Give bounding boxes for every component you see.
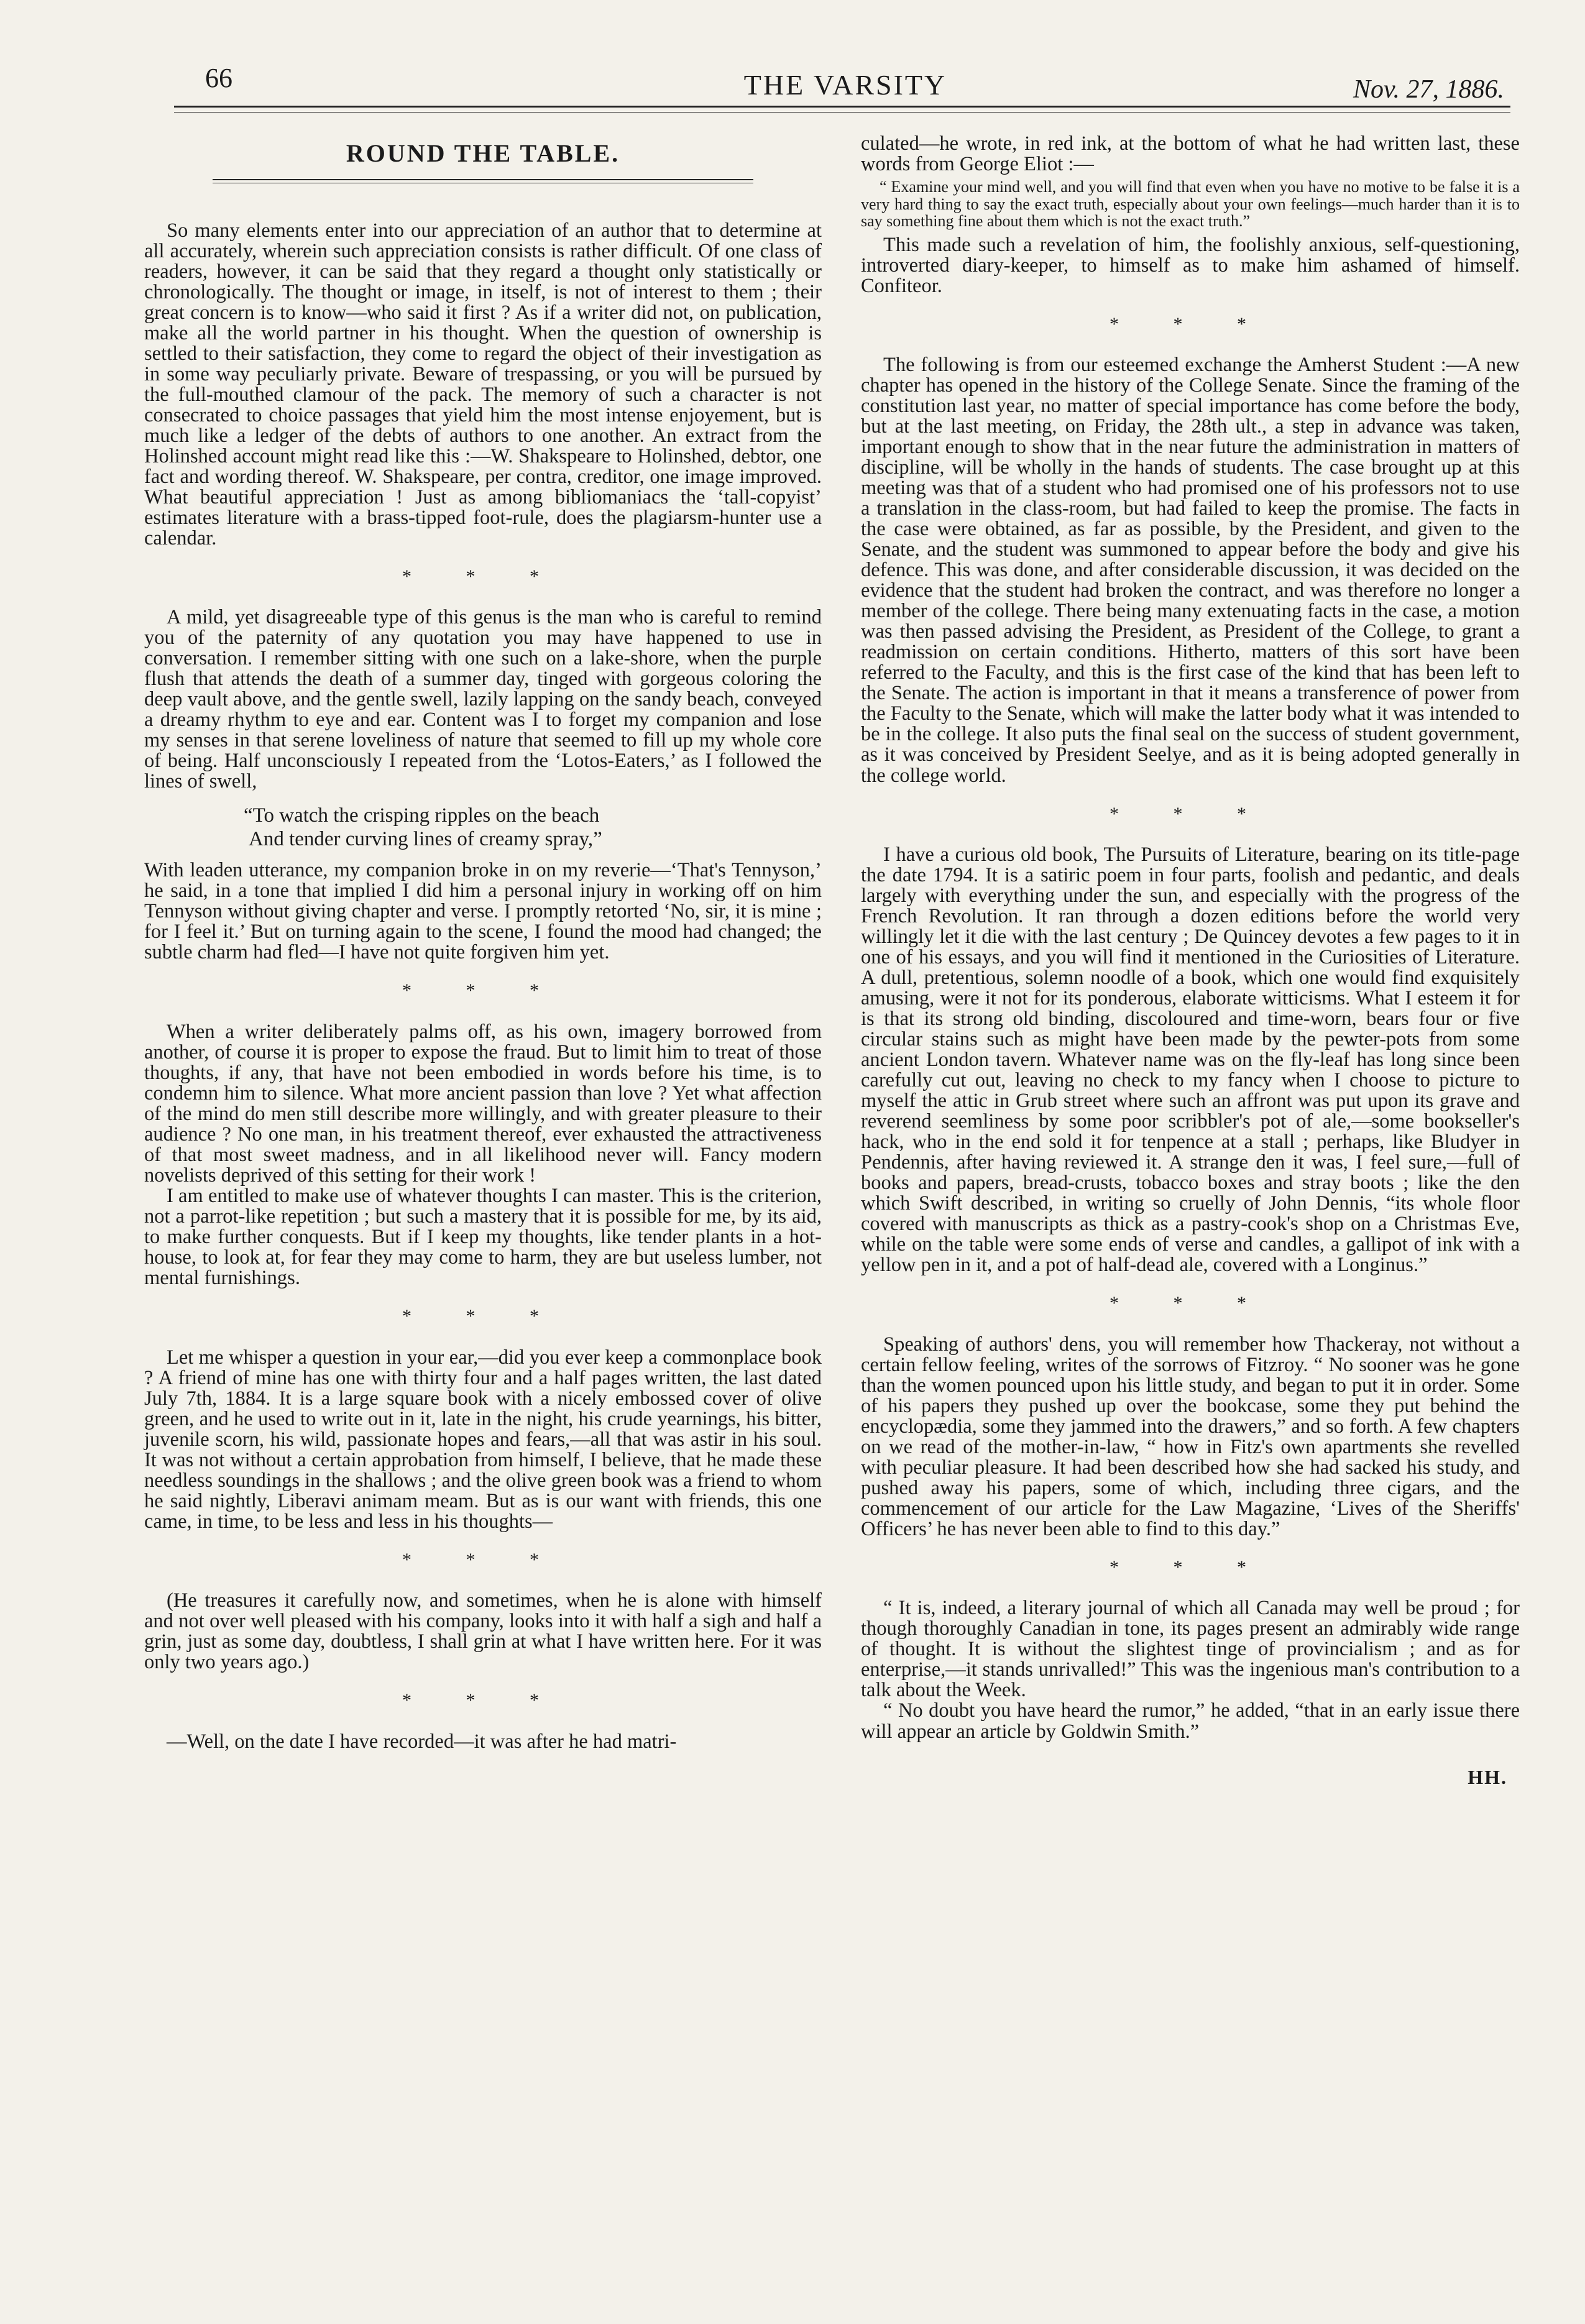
author-signature: HH. — [1468, 1765, 1507, 1788]
header-rule-thin — [174, 112, 1510, 113]
paragraph: This made such a revelation of him, the foolishly anxious, self-questioning, introverted diary-keeper, to himself as to make him ashamed of himself. Confiteor. — [861, 233, 1520, 297]
section-divider: * * * — [1110, 803, 1271, 824]
paragraph: The following is from our esteemed exchange the Amherst Student :—A new chapter has opened in the history of the College Senate. Since the framing of the constitution last year, no matter of special importance has come before the body, but at the last meeting, on Friday, the 28th ult., a step in advance was taken, important enough to show that in the near future the administration in matters of discipline, will be wholly in the hands of students. The case brought up at this meeting was that of a student who had promised one of his professors not to use a translation in the class-room, but had failed to keep the promise. The facts in the case were obtained, as far as possible, by the President, and given to the Senate, and the student was summoned to appear before the body and give his defence. This was done, and after considerable discussion, it was decided on the evidence that the student had broken the contract, and was therefore no longer a member of the college. There being many extenuating facts in the case, a motion was then passed advising the President, as President of the College, to grant a readmission on certain conditions. Hitherto, matters of this sort have been referred to the Faculty, and this is the first case of the kind that has been left to the Senate. The action is important in that it means a transference of power from the Faculty to the Senate, which will make the latter body what it was intended to be in the college. It also puts the final seal on the success of student government, as it was conceived by President Seelye, and as it is being adopted generally in the college world. — [861, 354, 1520, 787]
paragraph: “ No doubt you have heard the rumor,” he added, “that in an early issue there will appear an article by Goldwin Smith.” — [861, 1699, 1520, 1743]
paragraph: (He treasures it carefully now, and sometimes, when he is alone with himself and not over well pleased with his company, looks into it with half a sigh and half a grin, just as some day, doubtless, I shall grin at what I have written here. For it was only two years ago.) — [144, 1589, 822, 1674]
left-column — [144, 134, 822, 1752]
block-quote: “ Examine your mind well, and you will find that even when you have no motive to be false it is a very hard thing to say the exact truth, especially about your own feelings—much harder than it is to say something fine about them which is not the exact truth.” — [861, 178, 1520, 231]
section-divider: * * * — [1110, 1556, 1271, 1578]
paragraph: So many elements enter into our appreciation of an author that to determine at all accurately, wherein such appreciation consists is rather difficult. Of one class of readers, however, it can be said that they regard a thought only statistically or chronologically. The thought or image, in itself, is not of interest to them ; their great concern is to know—who said it first ? As if a writer did not, on publication, make all the world partner in his thought. When the question of ownership is settled to their satisfaction, they come to regard the object of their investigation as in some way peculiarly private. Beware of trespassing, or you will be pursued by the full-mouthed clamour of the pack. The memory of such a character is not consecrated to choice passages that yield him the most intense enjoyement, but is much like a ledger of the debts of authors to one another. An extract from the Holinshed account might read like this :—W. Shakspeare to Holinshed, debtor, one fact and wording thereof. W. Shakspeare, per contra, creditor, one image improved. What beautiful appreciation ! Just as among bibliomaniacs the ‘tall-copyist’ estimates literature with a brass-tipped foot-rule, does the plagiarsm-hunter use a calendar. — [144, 219, 822, 549]
section-divider: * * * — [402, 980, 564, 1001]
paragraph: culated—he wrote, in red ink, at the bottom of what he had written last, these words from George Eliot :— — [861, 132, 1520, 176]
section-divider: * * * — [402, 1306, 564, 1327]
paragraph: I am entitled to make use of whatever thoughts I can master. This is the criterion, not a parrot-like repetition ; but such a mastery that it is possible for me, by its aid, to make further conquests. But if I keep my thoughts, like tender plants in a hot-house, to look at, for fear they may come to harm, they are but useless lumber, not mental furnishings. — [144, 1185, 822, 1290]
title-rule — [213, 179, 753, 180]
page-number: 66 — [205, 63, 232, 93]
verse-quote — [244, 804, 822, 852]
page-header — [180, 62, 1510, 112]
section-divider: * * * — [1110, 313, 1271, 334]
paragraph: When a writer deliberately palms off, as his own, imagery borrowed from another, of course it is proper to expose the fraud. But to limit him to treat of those thoughts, if any, that have not been embodied in words before his time, is to condemn him to silence. What more ancient passion than love ? Yet what affection of the mind do men still describe more willingly, and with greater pleasure to their audience ? No one man, in his treatment thereof, ever exhausted the attractiveness of that most sweet madness, and in all likelihood never will. Fancy modern novelists deprived of this setting for their work ! — [144, 1020, 822, 1187]
paragraph: A mild, yet disagreeable type of this genus is the man who is careful to remind you of the paternity of any quotation you may have happened to use in conversation. I remember sitting with one such on a lake-shore, when the purple flush that attends the death of a summer day, tinged with gorgeous coloring the deep vault above, and the gentle swell, lazily lapping on the sandy beach, conveyed a dreamy rhythm to eye and ear. Content was I to forget my companion and lose my senses in that serene loveliness of nature that seemed to fill up my whole core of being. Half unconsciously I repeated from the ‘Lotos-Eaters,’ as I followed the lines of swell, — [144, 606, 822, 793]
verse-line: And tender curving lines of creamy spray,” — [249, 828, 602, 851]
verse-line: “To watch the crisping ripples on the beach — [244, 804, 600, 827]
section-divider: * * * — [1110, 1293, 1271, 1314]
paragraph: “ It is, indeed, a literary journal of which all Canada may well be proud ; for though thoroughly Canadian in tone, its pages present an admirably wide range of thought. It is without the slightest tinge of provincialism ; and as for enterprise,—it stands unrivalled!” This was the ingenious man's contribution to a talk about the Week. — [861, 1597, 1520, 1702]
paragraph: Speaking of authors' dens, you will remember how Thackeray, not without a certain fellow feeling, writes of the sorrows of Fitzroy. “ No sooner was he gone than the women pounced upon his little study, and began to put it in order. Some of his papers they pushed up over the bookcase, some they put behind the encyclopædia, some they jammed into the drawers,” and so forth. A few chapters on we read of the mother-in-law, “ how in Fitz's own apartments she revelled with peculiar pleasure. It had been described how she had sacked his study, and pushed away his papers, some of which, including three cigars, and the commencement of our article for the Law Magazine, ‘Lives of the Sheriffs' Officers’ he has never been able to find to this day.” — [861, 1333, 1520, 1540]
section-divider: * * * — [402, 1549, 564, 1570]
section-title: ROUND THE TABLE. — [346, 139, 620, 167]
paragraph: With leaden utterance, my companion broke in on my reverie—‘That's Tennyson,’ he said, in a tone that implied I did him a personal injury in working off on him Tennyson without giving chapter and verse. I promptly retorted ‘No, sir, it is mine ; for I feel it.’ But on turning again to the scene, I found the mood had changed; the subtle charm had fled—I have not quite forgiven him yet. — [144, 859, 822, 964]
paragraph: I have a curious old book, The Pursuits of Literature, bearing on its title-page the date 1794. It is a satiric poem in four parts, foolish and pedantic, and deals largely with everything under the sun, and especially with the progress of the French Revolution. It ran through a dozen editions before the world very willingly let it die with the last century ; De Quincey devotes a few pages to it in one of his essays, and you will find it mentioned in the Curiosities of Literature. A dull, pretentious, solemn noodle of a book, which one would find exquisitely amusing, were it not for its ponderous, elaborate witticisms. What I esteem it for is that its strong old binding, discoloured and time-worn, bears four or five circular stains such as might have been made by the pewter-pots from some ancient London tavern. Whatever name was on the fly-leaf has long since been carefully cut out, leaving no check to my fancy when I choose to picture to myself the attic in Grub street where such an affront was put upon its grave and reverend seemliness by some poor scribbler's pot of ale,—some bookseller's hack, who in the end sold it for tenpence at a stall ; perhaps, like Bludyer in Pendennis, after having reviewed it. A strange den it was, I feel sure,—full of books and papers, bread-crusts, tobacco boxes and stray boots ; like the den which Swift described, in writing so cruelly of John Dennis, “its whole floor covered with manuscripts as thick as a pastry-cook's shop on a Christmas Eve, while on the table were some ends of verse and candles, a gallipot of ink with a yellow pen in it, and a pot of half-dead ale, covered with a Longinus.” — [861, 843, 1520, 1277]
header-rule — [174, 106, 1510, 108]
section-divider: * * * — [402, 1690, 564, 1711]
right-column — [861, 134, 1520, 1787]
issue-date: Nov. 27, 1886. — [1353, 75, 1504, 104]
paragraph: —Well, on the date I have recorded—it was after he had matri- — [167, 1730, 677, 1753]
paragraph: Let me whisper a question in your ear,—did you ever keep a commonplace book ? A friend of mine has one with thirty four and a half pages written, the last dated July 7th, 1884. It is a large square book with a nicely embossed cover of olive green, and he used to write out in it, late in the night, his crude yearnings, his bitter, juvenile scorn, his wild, passionate hopes and fears,—all that was astir in his soul. It was not without a certain approbation from himself, I believe, that he made these needless soundings in the shallows ; and the olive green book was a friend to whom he said nightly, Liberavi animam meam. But as is our want with friends, this one came, in time, to be less and less in his thoughts— — [144, 1346, 822, 1533]
masthead: THE VARSITY — [743, 69, 947, 101]
section-divider: * * * — [402, 566, 564, 587]
